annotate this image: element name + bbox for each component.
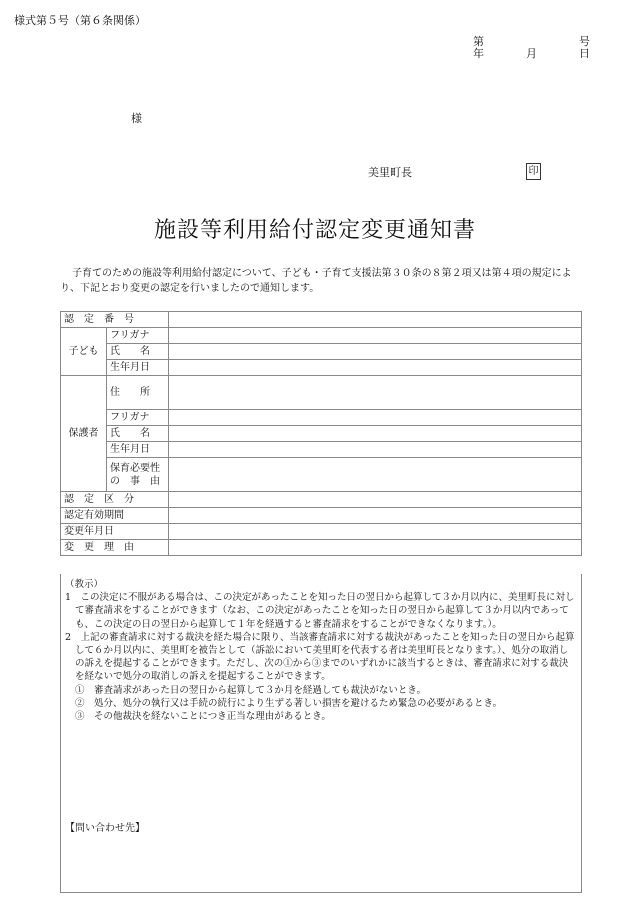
label-valid-period: 認定有効期間 [61,508,169,524]
row-change-date [61,524,582,540]
label-child-birth: 生年月日 [107,360,169,376]
label-guardian-name: 氏 名 [107,426,169,442]
notice-box [60,574,582,893]
row-guardian-address [61,376,582,410]
value-guardian-birth [169,442,582,458]
row-child-name [61,344,582,360]
notice-item-1: 1 この決定に不服がある場合は、この決定があったことを知った日の翌日から起算して３か月以内に、美里町長に対して審査請求をすることができます（なお、この決定があったことを知った日の翌日から起算して３か月以内であっても、この決定の日の翌日から起算して１年を経過すると審査請求をすることができなくなります。）。 [65,592,575,630]
certification-table [60,311,582,556]
label-guardian-need-line1: 保育必要性 [110,462,160,474]
label-cert-class: 認 定 区 分 [61,492,169,508]
form-id: 様式第５号（第６条関係） [14,14,146,27]
seal-box: 印 [526,163,541,180]
notice-heading: （教示） [65,579,104,590]
notice-sub-2: ② 処分、処分の執行又は手続の続行により生ずる著しい損害を避けるため緊急の必要があるとき。 [75,697,503,709]
row-guardian-furigana [61,410,582,426]
label-child-furigana: フリガナ [107,328,169,344]
label-child-group: 子ども [61,328,107,376]
label-guardian-need [107,458,169,492]
value-guardian-need [169,458,582,492]
contact-label: 【問い合わせ先】 [65,823,145,834]
label-guardian-need-line2: の 事 由 [110,475,160,487]
label-guardian-group: 保護者 [61,376,107,492]
label-change-date: 変更年月日 [61,524,169,540]
row-guardian-name [61,426,582,442]
label-guardian-birth: 生年月日 [107,442,169,458]
label-guardian-furigana: フリガナ [107,410,169,426]
notice-sub-1: ① 審査請求があった日の翌日から起算して３か月を経過しても裁決がないとき。 [75,684,427,696]
row-change-reason [61,540,582,556]
issuer-name: 美里町長 [368,166,412,179]
intro-text [60,266,585,296]
row-child-furigana [61,328,582,344]
value-guardian-name [169,426,582,442]
row-cert-class [61,492,582,508]
date-day: 日 [579,47,590,60]
notice-item-2: 2 上記の審査請求に対する裁決を経た場合に限り、当該審査請求に対する裁決があったことを知った日の翌日から起算して６か月以内に、美里町を被告として（訴訟において美里町を代表する者は美里町長となります。）、処分の取消しの訴えを提起することができます。ただし、次の①から③までのいずれかに該当するときは、審査請求に対する裁決を経ないで処分の取消しの訴えを提起することができます。 [65,631,575,683]
row-valid-period [61,508,582,524]
value-child-birth [169,360,582,376]
value-change-date [169,524,582,540]
addressee-honorific: 様 [131,112,142,125]
value-valid-period [169,508,582,524]
value-cert-no [169,312,582,328]
date-month: 月 [526,47,537,60]
doc-no-suffix: 号 [579,35,590,48]
value-child-name [169,344,582,360]
value-guardian-address [169,376,582,410]
label-guardian-address: 住 所 [107,376,169,410]
intro-body: 子育てのための施設等利用給付認定について、子ども・子育て支援法第３０条の８第２項又は第４項の規定により、下記とおり変更の認定を行いましたので通知します。 [60,268,572,294]
value-guardian-furigana [169,410,582,426]
row-cert-no [61,312,582,328]
document-title: 施設等利用給付認定変更通知書 [153,218,476,243]
value-change-reason [169,540,582,556]
row-child-birth [61,360,582,376]
row-guardian-birth [61,442,582,458]
doc-no-prefix: 第 [473,35,484,48]
value-child-furigana [169,328,582,344]
notice-sub-3: ③ その他裁決を経ないことにつき正当な理由があるとき。 [75,711,331,723]
value-cert-class [169,492,582,508]
row-guardian-need [61,458,582,492]
label-child-name: 氏 名 [107,344,169,360]
label-cert-no: 認 定 番 号 [61,312,169,328]
label-change-reason: 変 更 理 由 [61,540,169,556]
date-year: 年 [473,47,484,60]
